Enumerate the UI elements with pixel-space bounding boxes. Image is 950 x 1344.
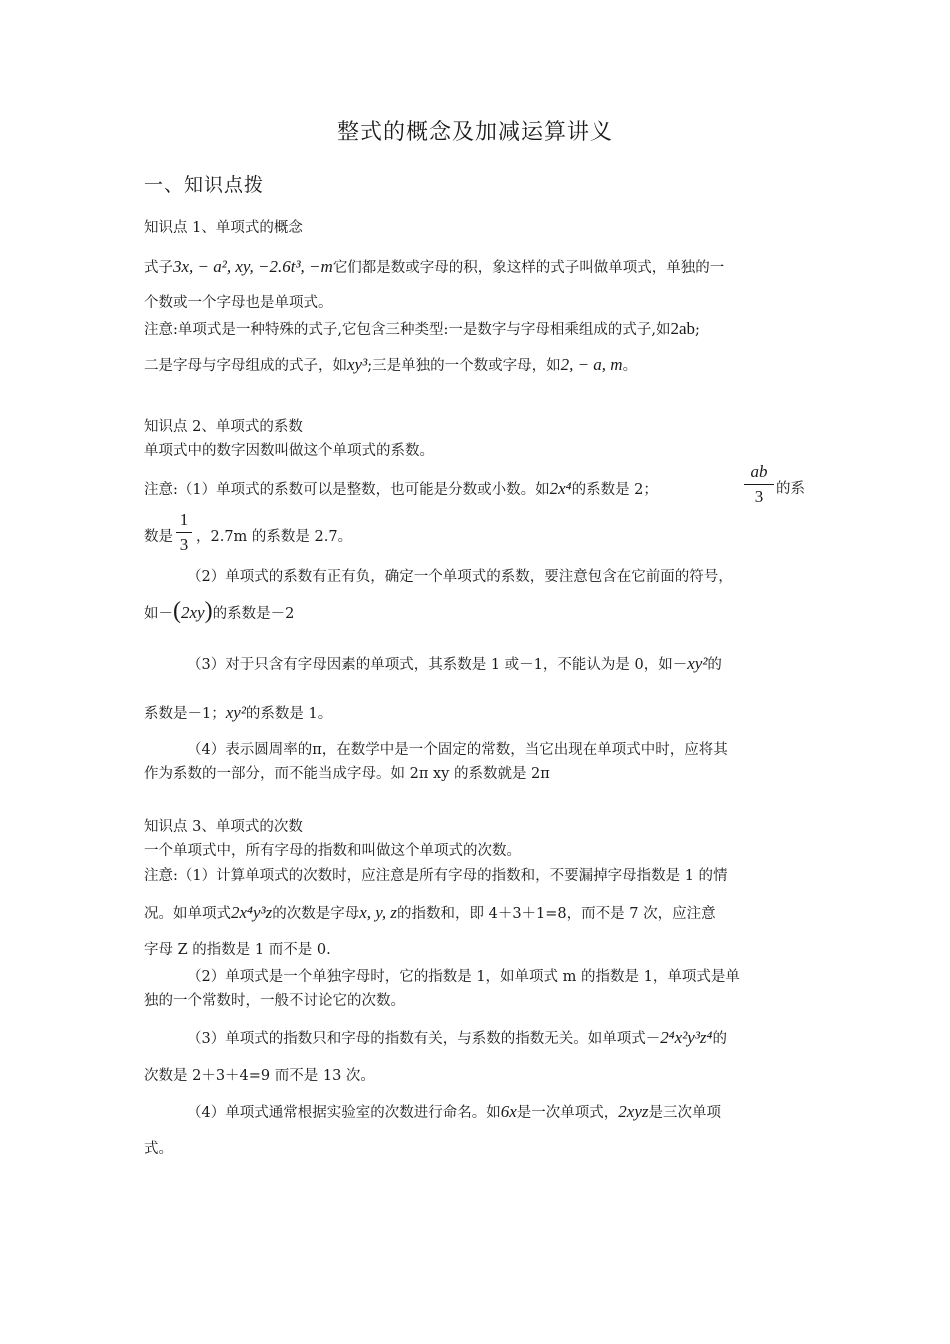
kp2-note2b-text: 的系数是－2 xyxy=(212,606,295,622)
kp2-note3b xyxy=(144,703,332,724)
kp1-note-text: 注意:单项式是一种特殊的式子,它包含三种类型:一是数字与字母相乘组成的式子,如 xyxy=(144,322,671,338)
kp1-line1 xyxy=(144,257,724,278)
kp2-note1-text2: 的系数是 2； xyxy=(571,482,658,498)
kp2-note4b: 作为系数的一部分，而不能当成字母。如 2π xy 的系数就是 2π xyxy=(144,766,550,782)
kp3-note1: 注意:（1）计算单项式的次数时，应注意是所有字母的指数和，不要漏掉字母指数是 1 的情 xyxy=(144,868,728,884)
kp2-note3-end: 的 xyxy=(707,657,722,673)
kp2-definition: 单项式中的数字因数叫做这个单项式的系数。 xyxy=(144,443,434,459)
kp3-note4b: 式。 xyxy=(144,1141,173,1157)
kp2-note4: （4）表示圆周率的π，在数学中是一个固定的常数，当它出现在单项式中时，应将其 xyxy=(187,742,728,758)
fraction-bar xyxy=(176,532,192,533)
kp2-note1 xyxy=(144,479,658,500)
kp1-note2-text: 二是字母与字母组成的式子，如 xyxy=(144,358,347,374)
kp3-note1b-text: 况。如单项式 xyxy=(144,906,231,922)
kp1-note-line2 xyxy=(144,355,637,376)
kp3-note3 xyxy=(187,1028,727,1049)
kp3-note1b xyxy=(144,903,716,924)
kp3-note1b-math: 2x⁴y³z xyxy=(231,903,273,922)
kp2-note1b-text: ，2.7m 的系数是 2.7。 xyxy=(196,529,353,545)
kp2-note3b-math: xy² xyxy=(225,703,246,722)
kp2-note1b-prefix: 数是 xyxy=(144,529,173,545)
kp2-note2: （2）单项式的系数有正有负，确定一个单项式的系数，要注意包含在它前面的符号， xyxy=(187,569,733,585)
kp2-note3 xyxy=(187,654,722,675)
kp2-note3b-text: 系数是－1； xyxy=(144,706,226,722)
kp2-note3-text: （3）对于只含有字母因素的单项式，其系数是 1 或－1，不能认为是 0，如－ xyxy=(187,657,688,673)
kp1-line2: 个数或一个字母也是单项式。 xyxy=(144,295,333,311)
kp1-note-line1 xyxy=(144,319,700,340)
kp2-note1-text: 注意:（1）单项式的系数可以是整数，也可能是分数或小数。如 xyxy=(144,482,550,498)
kp2-note2b-math: 2xy xyxy=(181,603,205,622)
kp2-note3b-text2: 的系数是 1。 xyxy=(245,706,333,722)
kp1-note2-math2: 2, − a, m xyxy=(560,355,623,374)
kp3-note1b-text3: 的指数和，即 4＋3＋1=8，而不是 7 次，应注意 xyxy=(397,906,716,922)
kp2-note1-math: 2x⁴ xyxy=(549,479,572,498)
kp1-line1-math: 3x, − a², xy, −2.6t³, −m xyxy=(173,257,333,276)
kp3-definition: 一个单项式中，所有字母的指数和叫做这个单项式的次数。 xyxy=(144,843,521,859)
page-title: 整式的概念及加减运算讲义 xyxy=(336,120,613,145)
kp2-heading: 知识点 2、单项式的系数 xyxy=(144,419,303,435)
kp1-heading: 知识点 1、单项式的概念 xyxy=(144,220,303,236)
kp3-note4-text: （4）单项式通常根据实验室的次数进行命名。如 xyxy=(187,1105,501,1121)
kp3-note3b: 次数是 2＋3＋4=9 而不是 13 次。 xyxy=(144,1068,375,1084)
kp2-note2b-prefix: 如－ xyxy=(144,606,173,622)
kp3-note4-text2: 是一次单项式， xyxy=(516,1105,619,1121)
kp3-note1c: 字母 Z 的指数是 1 而不是 0. xyxy=(144,942,331,958)
fraction-ab-over-3 xyxy=(744,462,774,507)
kp3-note2b: 独的一个常数时，一般不讨论它的次数。 xyxy=(144,993,405,1009)
kp3-note3-end: 的 xyxy=(712,1031,727,1047)
kp3-note3-text: （3）单项式的指数只和字母的指数有关，与系数的指数无关。如单项式－ xyxy=(187,1031,661,1047)
kp3-heading: 知识点 3、单项式的次数 xyxy=(144,819,303,835)
fraction-1-over-3 xyxy=(176,510,192,555)
right-paren: ) xyxy=(204,598,213,624)
fraction-numerator: 1 xyxy=(179,510,189,529)
kp2-note3-math: xy² xyxy=(687,654,708,673)
kp3-note4-text3: 是三次单项 xyxy=(648,1105,721,1121)
kp2-note1-end: 的系 xyxy=(776,481,805,497)
left-paren: ( xyxy=(173,598,181,624)
kp1-note2-math: xy³ xyxy=(347,355,368,374)
kp3-note1b-text2: 的次数是字母 xyxy=(272,906,360,922)
kp3-note2: （2）单项式是一个单独字母时，它的指数是 1，如单项式 m 的指数是 1，单项式是单 xyxy=(187,969,740,985)
kp3-note1b-math2: x, y, z xyxy=(359,903,397,922)
kp1-line1-prefix: 式子 xyxy=(144,260,173,276)
section-heading: 一、知识点拨 xyxy=(144,174,265,196)
fraction-bar xyxy=(744,484,774,485)
kp3-note4-math: 6x xyxy=(500,1102,517,1121)
kp2-note2b xyxy=(144,598,295,624)
fraction-denominator: 3 xyxy=(179,535,189,554)
kp3-note3-math: 2⁴x²y³z⁴ xyxy=(660,1028,713,1047)
kp1-note2-text2: ;三是单独的一个数或字母，如 xyxy=(367,358,561,374)
fraction-numerator: ab xyxy=(750,462,768,481)
kp1-line1-text: 它们都是数或字母的积，象这样的式子叫做单项式，单独的一 xyxy=(332,260,725,276)
fraction-denominator: 3 xyxy=(754,487,764,506)
kp1-note-math: 2ab xyxy=(670,319,696,338)
kp3-note4 xyxy=(187,1102,721,1123)
kp1-note-end: ; xyxy=(695,322,700,338)
kp3-note4-math2: 2xyz xyxy=(618,1102,649,1121)
kp1-note2-end: 。 xyxy=(622,358,638,374)
